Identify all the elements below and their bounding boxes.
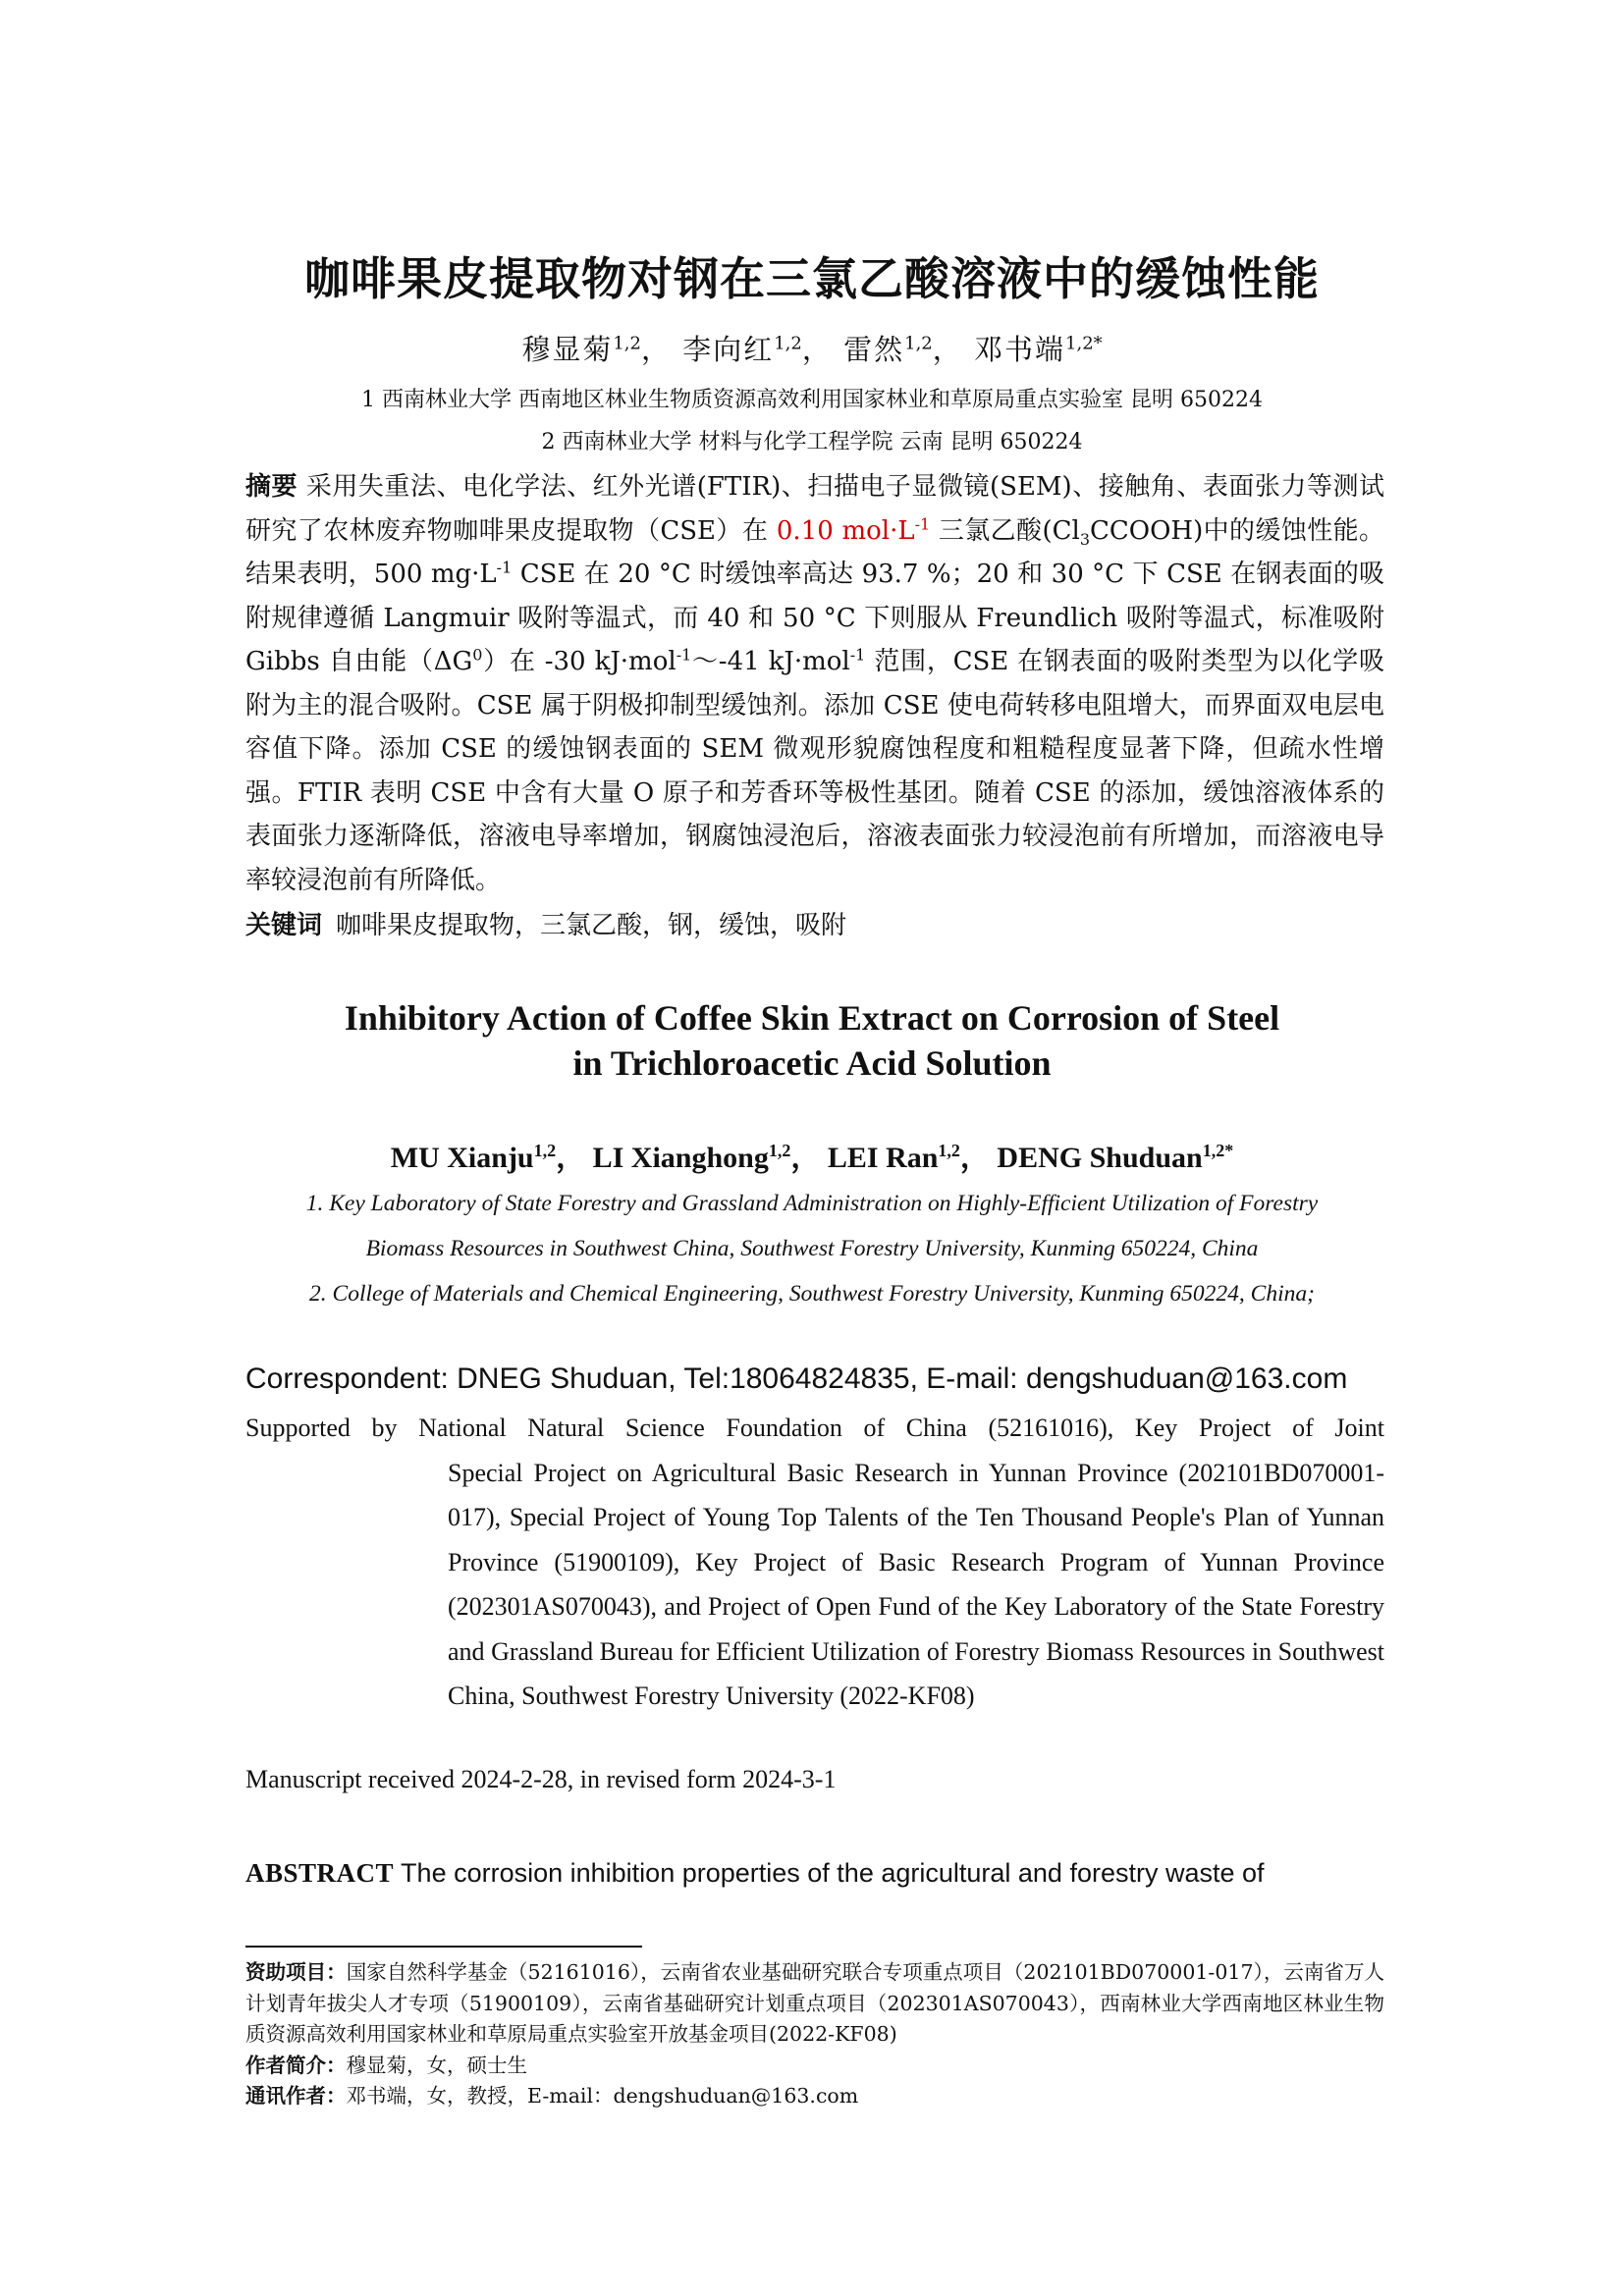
en-title: Inhibitory Action of Coffee Skin Extract on Corrosion of Steel in Trichloroacetic Acid Solution (344, 998, 1280, 1083)
en-affiliation: Biomass Resources in Southwest China, Southwest Forestry University, Kunming 650224, China (365, 1236, 1259, 1261)
footnote-correspondence: 通讯作者：邓书端，女，教授，E-mail：dengshuduan@163.com (245, 2084, 859, 2108)
cn-keywords-label: 关键词 (245, 911, 323, 940)
en-author: LEI Ran$^{1,2}$， (827, 1141, 990, 1174)
en-author: MU Xianju$^{1,2}$， (390, 1141, 586, 1174)
en-author: LI Xianghong$^{1,2}$， (592, 1141, 821, 1174)
funding-first-line: Supported by National Natural Science Foundation of China (52161016), Key Project of Joint (245, 1414, 1384, 1442)
cn-keywords: 关键词 咖啡果皮提取物，三氯乙酸，钢，缓蚀，吸附 (245, 911, 847, 940)
manuscript-dates: Manuscript received 2024-2-28, in revised form 2024-3-1 (245, 1765, 837, 1793)
cn-abstract: 摘要 采用失重法、电化学法、红外光谱(FTIR)、扫描电子显微镜(SEM)、接触角、表面张力等测试研究了农林废弃物咖啡果皮提取物（CSE）在 0.10 $mol\cdot L^{-1}$ 三氯乙酸$(Cl_3CCOOH)$中的缓蚀性能。结果表明，500 $mg\cdot L^{-1}$ CSE 在 20 °C 时缓蚀率高达 93.7 %；20 和 30 °C 下 CSE 在钢表面的吸附规律遵循 Langmuir 吸附等温式，而 40 和 50 °C 下则服从 Freundlich 吸附等温式，标准吸附 Gibbs 自由能$(\Delta G^0)$在 -30 kJ·mol$^{-1}$～-41 kJ·mol$^{-1}$ 范围，CSE 在钢表面的吸附类型为以化学吸附为主的混合吸附。CSE 属于阴极抑制型缓蚀剂。添加 CSE 使电荷转移电阻增大，而界面双电层电容值下降。添加 CSE 的缓蚀钢表面的 SEM 微观形貌腐蚀程度和粗糙程度显著下降，但疏水性增强。FTIR 表明 CSE 中含有大量 O 原子和芳香环等极性基团。随着 CSE 的添加，缓蚀溶液体系的表面张力逐渐降低，溶液电导率增加，钢腐蚀浸泡后，溶液表面张力较浸泡前有所增加，而溶液电导率较浸泡前有所降低。 (245, 472, 1385, 895)
funding-continuation: Special Project on Agricultural Basic Research in Yunnan Province (202101BD070001-017), Special Project of Young Top Talents of the Ten Thousand People's Plan of Yunnan Province (51900109), Key Project of Basic Research Program of Yunnan Province (202301AS070043), and Project of Open Fund of the Key Laboratory of the State Forestry and Grassland Bureau for Efficient Utilization of Forestry Biomass Resources in Southwest China, Southwest Forestry University (2022-KF08) (448, 1458, 1384, 1710)
correspondent-line: Correspondent: DNEG Shuduan, Tel:18064824835, E-mail: dengshuduan@163.com (245, 1362, 1348, 1395)
en-abstract: ABSTRACT The corrosion inhibition properties of the agricultural and forestry waste of (245, 1858, 1265, 1888)
footnotes (245, 1957, 1384, 2112)
cn-author: 雷然$^{1,2}$， (843, 333, 963, 366)
cn-author-list (0, 328, 1624, 368)
highlighted-concentration: 0.10 $mol\cdot L^{-1}$ (776, 513, 931, 546)
cn-abstract-label: 摘要 (245, 472, 298, 502)
cn-affiliation: 1 西南林业大学 西南地区林业生物质资源高效利用国家林业和草原局重点实验室 昆明 650224 (361, 388, 1263, 412)
cn-author: 李向红$^{1,2}$， (682, 333, 833, 366)
en-abstract-label: ABSTRACT (245, 1858, 395, 1888)
en-affiliation: 1. Key Laboratory of State Forestry and Grassland Administration on Highly-Efficient Utilization of Forestry (305, 1191, 1319, 1216)
footnote-funding: 资助项目：国家自然科学基金（52161016），云南省农业基础研究联合专项重点项目（202101BD070001-017），云南省万人计划青年拔尖人才专项（51900109），云南省基础研究计划重点项目（202301AS070043），西南林业大学西南地区林业生物质资源高效利用国家林业和草原局重点实验室开放基金项目(2022-KF08) (245, 1960, 1385, 2046)
funding-statement (245, 1406, 1384, 1719)
cn-author: 穆显菊$^{1,2}$， (521, 333, 672, 366)
en-author: DENG Shuduan$^{1,2*}$ (997, 1141, 1234, 1174)
footnote-divider (245, 1946, 642, 1948)
cn-affiliation: 2 西南林业大学 材料与化学工程学院 云南 昆明 650224 (541, 430, 1083, 454)
en-affiliation: 2. College of Materials and Chemical Engineering, Southwest Forestry University, Kunming 650224, China; (309, 1281, 1315, 1307)
cn-title: 咖啡果皮提取物对钢在三氯乙酸溶液中的缓蚀性能 (304, 252, 1320, 305)
footnote-author: 作者简介：穆显菊，女，硕士生 (245, 2053, 527, 2077)
en-author-list (0, 1133, 1624, 1176)
cn-author: 邓书端$^{1,2*}$ (974, 333, 1103, 366)
